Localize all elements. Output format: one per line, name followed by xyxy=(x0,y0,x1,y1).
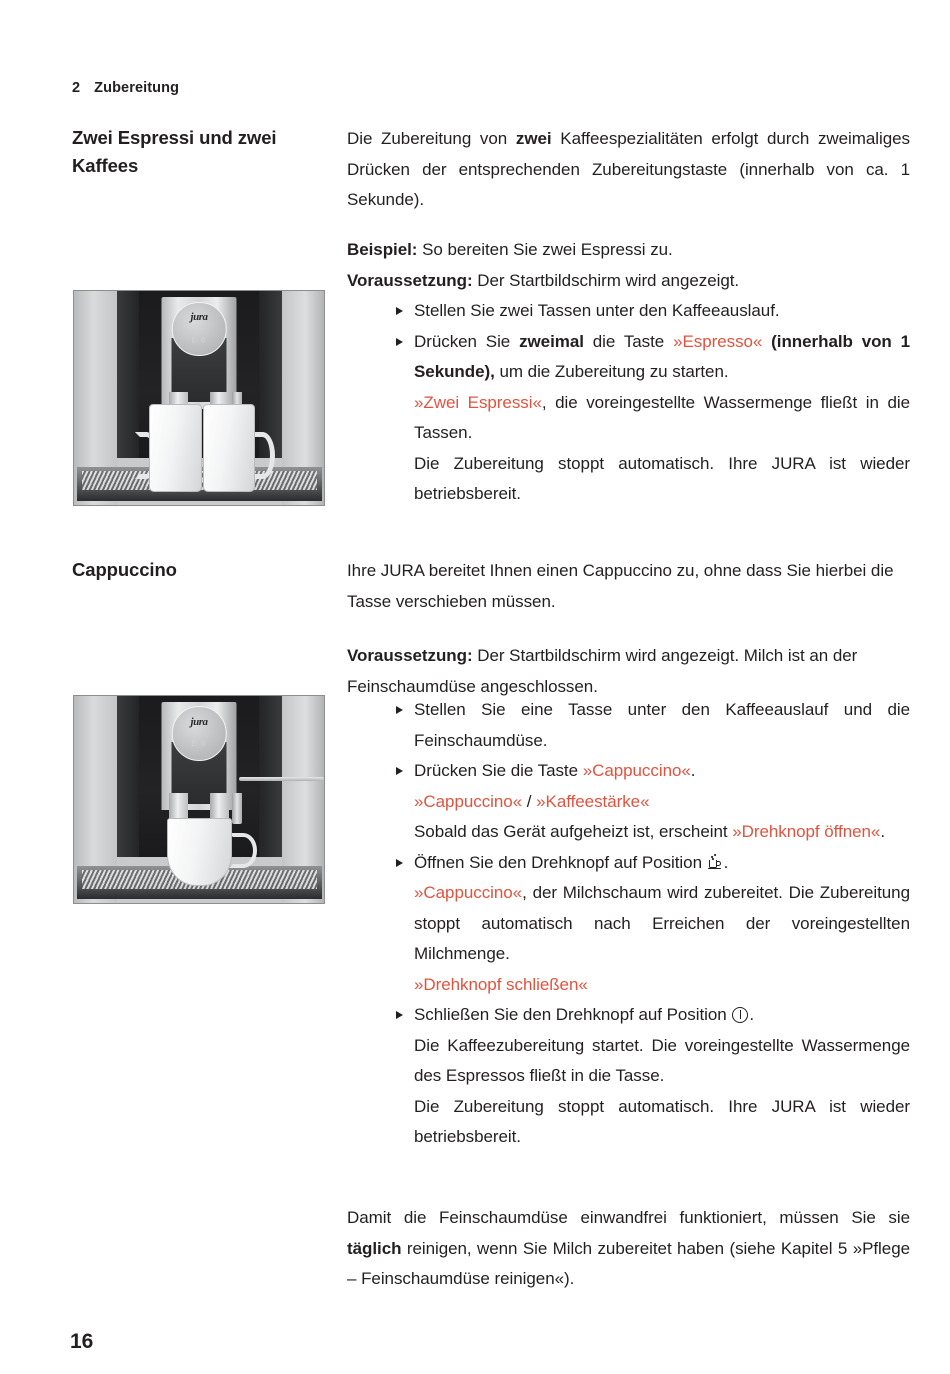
triangle-bullet-icon xyxy=(396,307,403,315)
result-line-ready xyxy=(396,1092,910,1153)
chapter-title: Zubereitung xyxy=(94,80,180,96)
intro-text: Ihre JURA bereitet Ihnen einen Cappuccino zu, ohne dass Sie hierbei die Tasse verschieben müssen. xyxy=(347,561,894,611)
photo-milk-frother xyxy=(232,793,242,824)
display-label-cappuccino-alt: »Cappuccino« xyxy=(414,791,523,811)
intro-paragraph-cappuccino xyxy=(347,556,910,617)
photo-mug-right xyxy=(203,404,256,492)
step-bold-zweimal: zweimal xyxy=(519,331,584,351)
heatup-tail: . xyxy=(880,822,886,841)
result-text: Die Kaffeezubereitung startet. Die voreingestellte Wassermenge des Espressos fließt in die Tasse. xyxy=(414,1035,910,1085)
photo-model-label: E 6 xyxy=(191,739,207,749)
step-item xyxy=(396,296,910,327)
photo-model-label: E 6 xyxy=(191,335,207,345)
step-open-seg1: Öffnen Sie den Drehknopf auf Position xyxy=(414,852,707,872)
display-line-heatup xyxy=(396,817,910,848)
intro-text-part2: Kaffeespezialitäten erfolgt durch zweimaliges Drücken der entsprechenden Zubereitungstaste (innerhalb von ca. 1 Sekunde). xyxy=(347,129,910,209)
example-precondition-block xyxy=(347,235,910,296)
display-label-kaffeestaerke: »Kaffeestärke« xyxy=(536,791,650,811)
step-seg2: die Taste xyxy=(583,331,674,351)
step-close-seg1: Schließen Sie den Drehknopf auf Position xyxy=(414,1005,732,1024)
step-item-close-knob xyxy=(396,1000,910,1031)
result-line xyxy=(396,449,910,510)
step-text: Stellen Sie eine Tasse unter den Kaffeeauslauf und die Feinschaumdüse. xyxy=(414,700,910,750)
knob-closed-icon xyxy=(732,1007,748,1023)
precondition-block-cappuccino xyxy=(347,641,910,702)
precondition-line-1 xyxy=(347,266,910,297)
precondition-line-2 xyxy=(347,641,910,702)
running-header xyxy=(72,80,179,96)
result-line xyxy=(396,388,910,449)
step-item-open-knob xyxy=(396,848,910,879)
display-label-zwei-espressi: »Zwei Espressi« xyxy=(414,392,542,412)
step-item xyxy=(396,327,910,388)
result-text: Die Zubereitung stoppt automatisch. Ihre JURA ist wieder betriebsbereit. xyxy=(414,1096,910,1146)
step-bold-innerhalb: (innerhalb von 1 Sekunde), xyxy=(414,331,911,381)
triangle-bullet-icon xyxy=(396,706,403,714)
display-line-options xyxy=(396,787,910,818)
display-separator: / xyxy=(522,791,537,811)
result-line-coffee xyxy=(396,1031,910,1092)
section-heading-two-espressi: Zwei Espressi und zwei Kaffees xyxy=(72,127,277,177)
precondition-text-1: Der Startbildschirm wird angezeigt. xyxy=(472,270,740,290)
closing-part2: reinigen, wenn Sie Milch zubereitet haben (siehe Kapitel 5 »Pflege – Feinschaumdüse reinigen«). xyxy=(347,1238,910,1288)
photo-cup-handle xyxy=(229,833,257,868)
cup-steam-icon xyxy=(708,854,723,871)
photo-brand-ring xyxy=(172,706,227,761)
closing-part1: Damit die Feinschaumdüse einwandfrei funktioniert, müssen Sie sie xyxy=(347,1208,910,1227)
step-seg1: Drücken Sie die Taste xyxy=(414,761,583,780)
page-number: 16 xyxy=(70,1330,94,1353)
triangle-bullet-icon xyxy=(396,1011,403,1019)
intro-text-part1: Die Zubereitung von xyxy=(347,129,516,148)
photo-mug-left xyxy=(149,404,202,492)
precondition-text-2: Der Startbildschirm wird angezeigt. Milch ist an der Feinschaumdüse angeschlossen. xyxy=(347,646,858,696)
example-text: So bereiten Sie zwei Espressi zu. xyxy=(417,240,673,259)
display-label-drehknopf-schliessen: »Drehknopf schließen« xyxy=(414,974,588,994)
step-open-seg2: . xyxy=(723,852,729,872)
step-text: Stellen Sie zwei Tassen unter den Kaffeeauslauf. xyxy=(414,301,780,320)
product-photo-two-cups xyxy=(73,290,325,506)
step-close-seg2: . xyxy=(749,1005,755,1024)
triangle-bullet-icon xyxy=(396,338,403,346)
display-label-espresso: »Espresso« xyxy=(673,331,763,351)
intro-bold-zwei: zwei xyxy=(515,129,552,148)
display-label-drehknopf-oeffnen: »Drehknopf öffnen« xyxy=(732,822,881,841)
intro-paragraph-two-espressi xyxy=(347,124,910,216)
photo-machine-side-left xyxy=(117,696,140,857)
step-seg2: . xyxy=(690,761,696,780)
triangle-bullet-icon xyxy=(396,859,403,867)
step-seg1: Drücken Sie xyxy=(414,331,520,351)
step-list-cappuccino xyxy=(396,695,910,1153)
chapter-number: 2 xyxy=(72,80,81,96)
result-text: , die voreingestellte Wassermenge fließt in die Tassen. xyxy=(414,392,910,442)
precondition-label-2: Voraussetzung: xyxy=(347,646,473,665)
display-line-close-knob xyxy=(396,970,910,1001)
precondition-label-1: Voraussetzung: xyxy=(347,270,473,290)
result-line-milkfoam xyxy=(396,878,910,970)
product-photo-cappuccino xyxy=(73,695,325,904)
closing-bold-taeglich: täglich xyxy=(347,1238,402,1258)
photo-brand-ring xyxy=(172,302,227,357)
triangle-bullet-icon xyxy=(396,767,403,775)
result-text: Die Zubereitung stoppt automatisch. Ihre JURA ist wieder betriebsbereit. xyxy=(414,453,910,503)
heatup-text: Sobald das Gerät aufgeheizt ist, erscheint xyxy=(414,822,733,841)
photo-brand-logo: jura xyxy=(190,715,208,728)
result-text: , der Milchschaum wird zubereitet. Die Zubereitung stoppt automatisch nach Erreichen der voreingestellten Milchmenge. xyxy=(414,883,910,963)
step-item xyxy=(396,695,910,756)
section-heading-cappuccino: Cappuccino xyxy=(72,559,177,580)
display-label-cappuccino: »Cappuccino« xyxy=(582,761,691,780)
photo-cappuccino-cup xyxy=(167,818,232,886)
example-label: Beispiel: xyxy=(347,240,418,259)
display-label-cappuccino-running: »Cappuccino« xyxy=(414,883,523,902)
step-item xyxy=(396,756,910,787)
photo-milk-tube xyxy=(239,777,324,781)
example-line xyxy=(347,235,910,266)
photo-brand-logo: jura xyxy=(190,311,208,324)
step-seg3: um die Zubereitung zu starten. xyxy=(494,362,729,381)
closing-note-cappuccino xyxy=(347,1203,910,1295)
step-list-two-espressi xyxy=(396,296,910,510)
